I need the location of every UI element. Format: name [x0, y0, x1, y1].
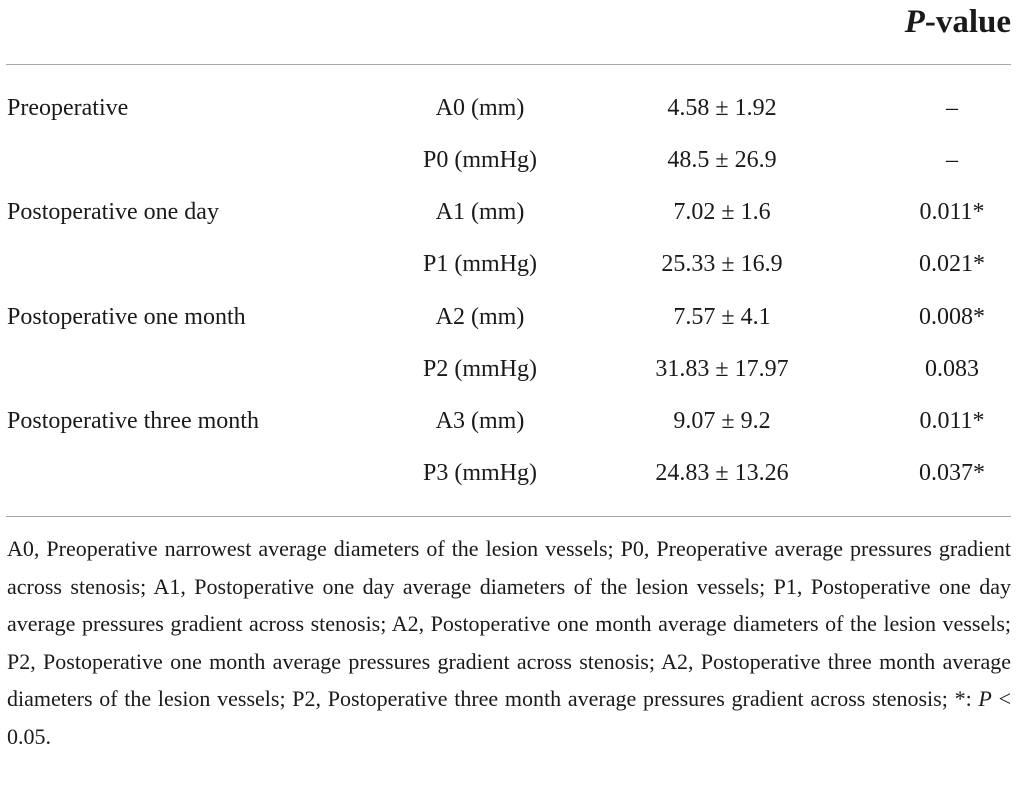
mean-sd-cell: 48.5 ± 26.9: [667, 147, 777, 173]
parameter-cell: A0 (mm): [435, 95, 525, 121]
p-value-cell: –: [946, 147, 958, 173]
p-value-cell: 0.011*: [919, 408, 985, 434]
parameter-cell: A2 (mm): [435, 304, 525, 330]
mean-sd-cell: 9.07 ± 9.2: [673, 408, 771, 434]
table-footnote: [7, 530, 1011, 755]
parameter-cell: P0 (mmHg): [423, 147, 537, 173]
table-row: [0, 238, 1017, 290]
table-row: [0, 82, 1017, 134]
pvalue-column-header: [905, 2, 1011, 42]
table-row: [0, 343, 1017, 395]
significance-p: P: [978, 686, 992, 711]
table-top-rule: [6, 64, 1011, 65]
p-value-cell: 0.083: [925, 356, 979, 382]
parameter-cell: A3 (mm): [435, 408, 525, 434]
mean-sd-cell: 7.57 ± 4.1: [673, 304, 771, 330]
significance-prefix: *:: [954, 686, 979, 711]
table-row: [0, 134, 1017, 186]
p-value-cell: 0.011*: [919, 199, 985, 225]
pvalue-header-p: P: [904, 4, 925, 40]
pvalue-header-rest: -value: [924, 4, 1011, 40]
mean-sd-cell: 4.58 ± 1.92: [667, 95, 777, 121]
parameter-cell: A1 (mm): [435, 199, 525, 225]
table-header-row: [0, 0, 1017, 64]
table-row: [0, 291, 1017, 343]
table-row: [0, 395, 1017, 447]
parameter-cell: P1 (mmHg): [423, 251, 537, 277]
table-row: [0, 186, 1017, 238]
time-point-label: Preoperative: [7, 95, 129, 121]
p-value-cell: 0.008*: [919, 304, 985, 330]
mean-sd-cell: 24.83 ± 13.26: [655, 460, 789, 486]
time-point-label: Postoperative three month: [7, 408, 259, 434]
table-bottom-rule: [6, 516, 1011, 517]
parameter-cell: P2 (mmHg): [423, 356, 537, 382]
time-point-label: Postoperative one day: [7, 199, 219, 225]
mean-sd-cell: 31.83 ± 17.97: [655, 356, 789, 382]
mean-sd-cell: 25.33 ± 16.9: [661, 251, 783, 277]
time-point-label: Postoperative one month: [7, 304, 246, 330]
parameter-cell: P3 (mmHg): [423, 460, 537, 486]
significance-threshold: < 0.05.: [7, 686, 1011, 749]
footnote-abbreviations: A0, Preoperative narrowest average diameters of the lesion vessels; P0, Preoperative average pressures gradient across stenosis; A1, Postoperative one day average diameters of the lesion vessels; P1, Postoperative one day average pressures gradient across stenosis; A2, Postoperative one month average diameters of the lesion vessels; P2, Postoperative one month average pressures gradient across stenosis; A2, Postoperative three month average diameters of the lesion vessels; P2, Postoperative three month average pressures gradient across stenosis;: [7, 536, 1011, 711]
mean-sd-cell: 7.02 ± 1.6: [673, 199, 771, 225]
p-value-cell: –: [946, 95, 958, 121]
p-value-cell: 0.021*: [919, 251, 985, 277]
p-value-cell: 0.037*: [919, 460, 985, 486]
table-row: [0, 447, 1017, 499]
